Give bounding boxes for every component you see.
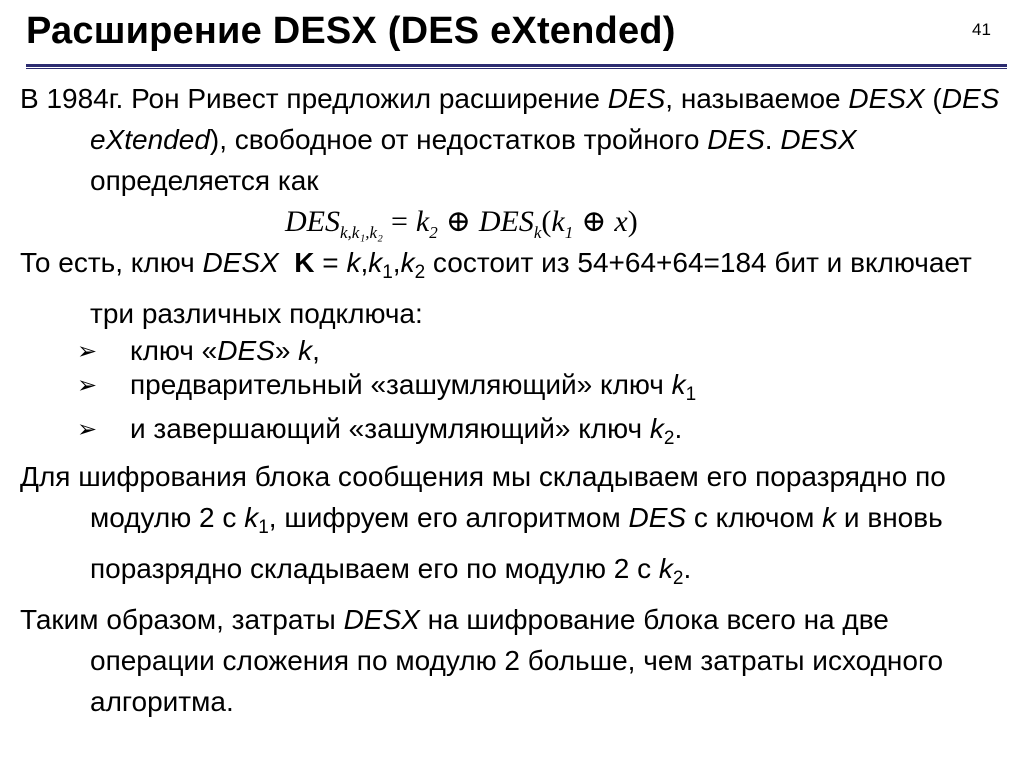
key-comma-1: , <box>360 247 369 278</box>
cost-desx-term: DESX <box>343 604 420 635</box>
key-k2: k <box>400 247 415 278</box>
bullet-text: и завершающий «зашумляющий» ключ <box>130 413 650 444</box>
cost-paragraph <box>20 599 1010 722</box>
arrow-bullet-icon: ➢ <box>77 415 98 443</box>
key-desx-term: DESX <box>202 247 279 278</box>
intro-des-term-2: DES <box>707 124 765 155</box>
bullet-end: , <box>312 335 320 366</box>
bullet-text: ключ « <box>130 335 218 366</box>
formula-lhs-subscript: k,k₁,k₂ <box>340 223 383 242</box>
bullet-text-post: » <box>274 335 299 366</box>
bullet-term: DES <box>217 335 275 366</box>
formula-des: DES <box>478 205 534 238</box>
bullet-key-subscript: 1 <box>685 384 697 405</box>
intro-text-2: , называемое <box>665 83 849 114</box>
encrypt-k1: k <box>244 502 259 533</box>
encrypt-k1-subscript: 1 <box>258 517 269 538</box>
formula-k1-subscript: 1 <box>564 223 574 242</box>
key-text-1: То есть, ключ <box>20 247 203 278</box>
intro-text-6: определяется как <box>90 165 319 196</box>
bullet-end: . <box>674 413 683 444</box>
formula-equals: = <box>390 205 408 238</box>
bullet-text: предварительный «зашумляющий» ключ <box>130 369 672 400</box>
key-text-3: состоит из 54+64+64=184 бит и включает три различных подключа: <box>90 247 972 329</box>
formula-k2-subscript: 2 <box>429 223 438 242</box>
intro-desx-term-2: DESX <box>780 124 857 155</box>
title-divider <box>26 64 1007 70</box>
bullet-key-var: k <box>671 369 686 400</box>
key-k: k <box>346 247 361 278</box>
encrypt-text-1: Для шифрования блока сообщения мы складываем его поразрядно по модулю 2 с <box>20 461 946 533</box>
list-item <box>20 334 1010 368</box>
list-item <box>20 368 1010 412</box>
encrypt-text-4: и вновь поразрядно складываем его по модулю 2 с <box>90 502 943 584</box>
bullet-key-var: k <box>649 413 664 444</box>
arrow-bullet-icon: ➢ <box>77 337 98 365</box>
encrypt-k2-subscript: 2 <box>672 568 684 589</box>
slide-title: Расширение DESX (DES eXtended) <box>26 10 676 52</box>
cost-text-1: Таким образом, затраты <box>20 604 344 635</box>
formula-lparen: ( <box>541 205 552 238</box>
encrypt-k: k <box>822 502 837 533</box>
title-divider-thin <box>26 68 1007 69</box>
key-k1-subscript: 1 <box>382 262 393 283</box>
encrypt-text-5: . <box>683 553 692 584</box>
bullet-key-var: k <box>298 335 313 366</box>
formula-rparen: ) <box>627 205 638 238</box>
encryption-paragraph <box>20 456 1010 599</box>
formula-k1: k <box>551 205 565 238</box>
arrow-bullet-icon: ➢ <box>77 371 98 399</box>
key-paragraph <box>20 242 1010 334</box>
key-k2-subscript: 2 <box>414 262 426 283</box>
encrypt-text-3: с ключом <box>686 502 823 533</box>
list-item <box>20 412 1010 456</box>
key-comma-2: , <box>392 247 401 278</box>
encrypt-text-2: , шифруем его алгоритмом <box>268 502 629 533</box>
formula-des-subscript: k <box>533 223 542 242</box>
subkey-list <box>20 334 1010 456</box>
intro-des-extended-term: DES eXtended <box>90 83 1000 155</box>
formula-x: x <box>614 205 628 238</box>
intro-paragraph <box>20 78 1010 201</box>
key-text-2: = <box>314 247 347 278</box>
cost-text-2: на шифрование блока всего на две операции сложения по модулю 2 больше, чем затраты исходного алгоритма. <box>90 604 944 717</box>
formula-des-lhs: DES <box>285 205 340 238</box>
key-k1: k <box>368 247 383 278</box>
intro-des-term: DES <box>607 83 666 114</box>
slide-number: 41 <box>972 20 991 39</box>
slide-body <box>20 78 1010 722</box>
intro-text-1: В 1984г. Рон Ривест предложил расширение <box>20 83 608 114</box>
formula-xor-1: ⊕ <box>445 205 471 238</box>
encrypt-des-term: DES <box>628 502 687 533</box>
key-bold-k: K <box>294 247 315 278</box>
intro-text-4: ), свободное от недостатков тройного <box>209 124 708 155</box>
formula-xor-2: ⊕ <box>581 205 607 238</box>
intro-desx-term: DESX <box>848 83 925 114</box>
desx-formula <box>20 201 1010 242</box>
formula-k2: k <box>415 205 430 238</box>
bullet-key-subscript: 2 <box>663 428 675 449</box>
encrypt-k2: k <box>658 553 673 584</box>
intro-text-5: . <box>764 124 781 155</box>
intro-text-3: ( <box>924 83 942 114</box>
title-divider-thick <box>26 64 1007 67</box>
